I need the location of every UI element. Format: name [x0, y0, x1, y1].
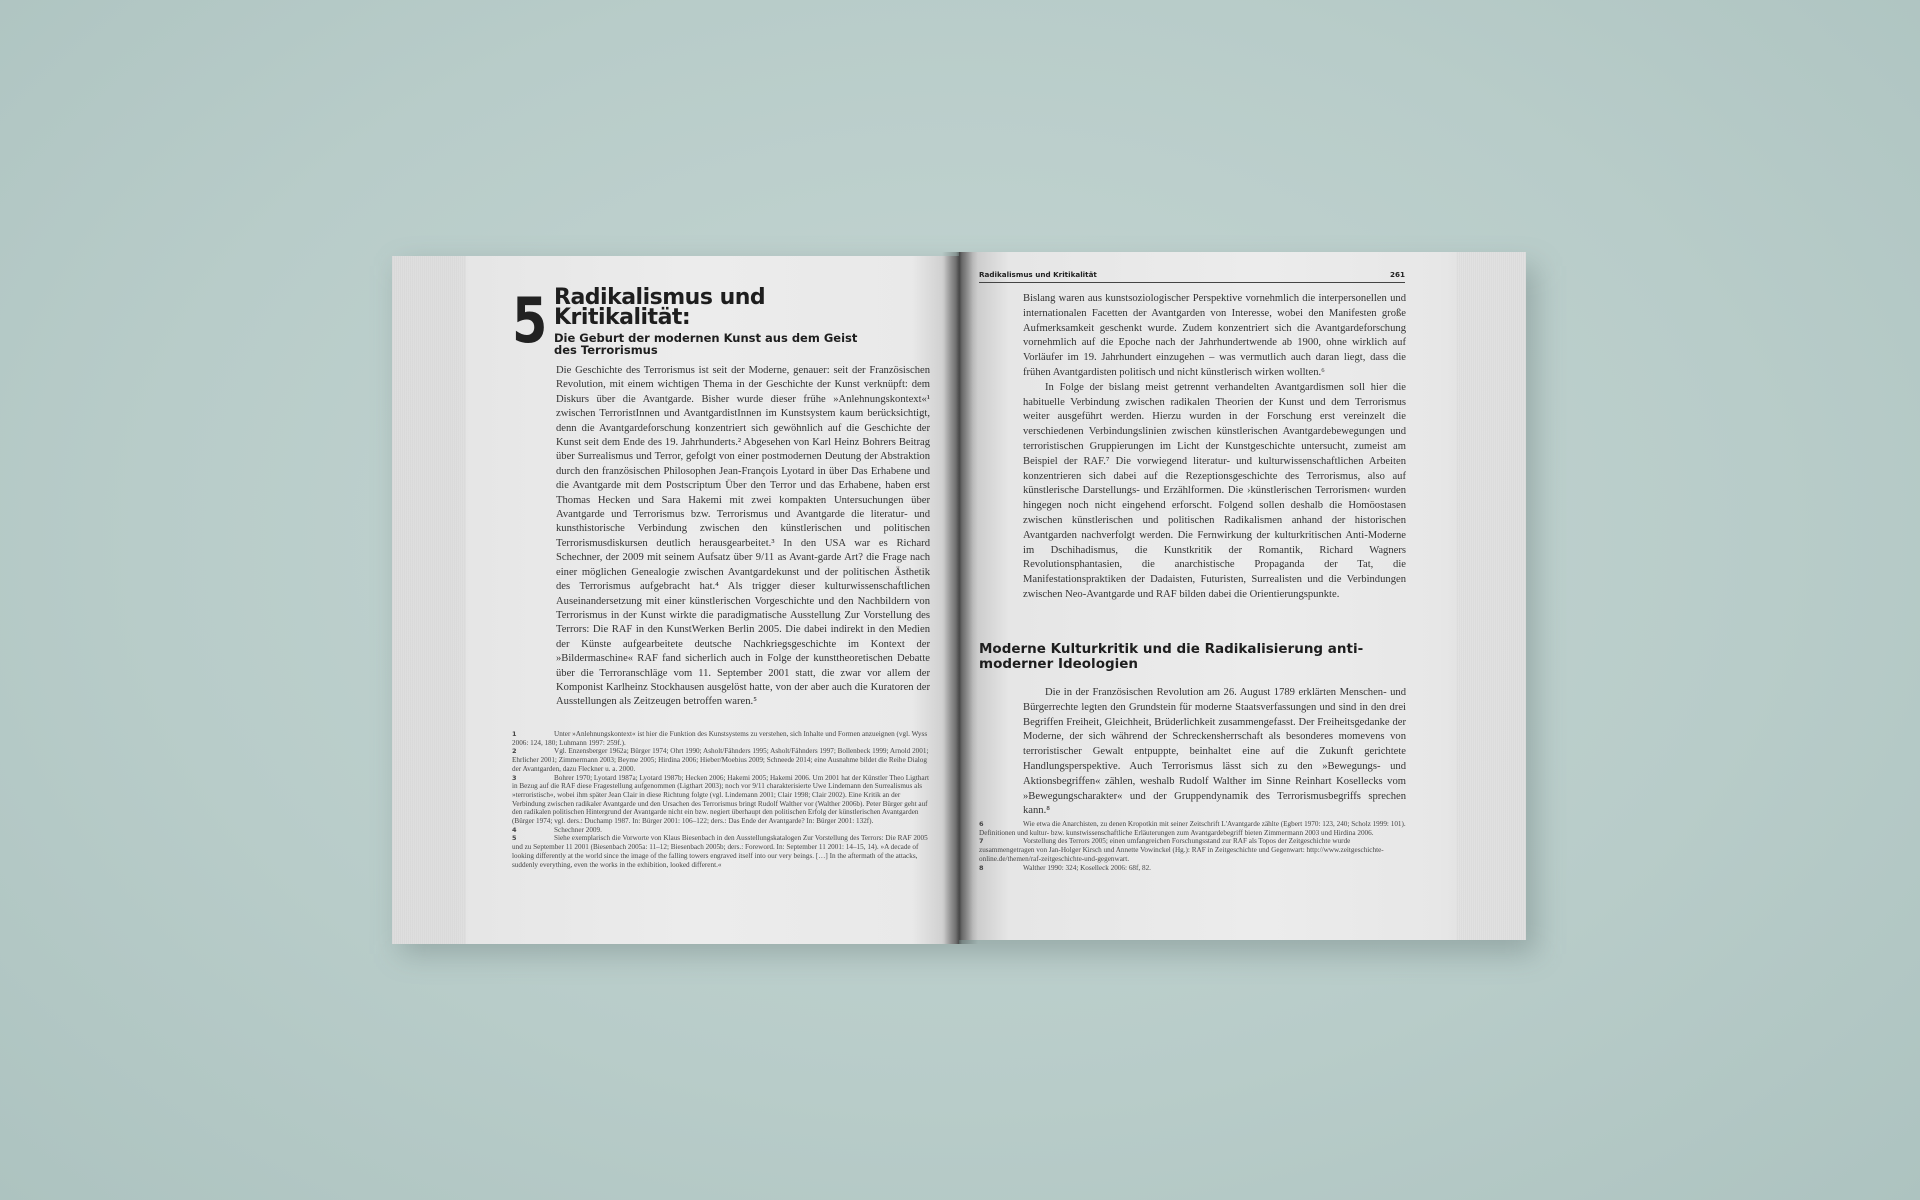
- open-book: [392, 252, 1526, 940]
- chapter-title: Radikalismus und Kritikalität:: [554, 285, 766, 330]
- paragraph: In Folge der bislang meist getrennt verhandelten Avantgardismen soll hier die habituelle Verbindung zwischen radikalen Theorien der Kunst und dem Terrorismus weiter ausgeführt werden. Hierzu wurden in der Forschung erst vereinzelt die verschiedenen Verbindungslinien zwischen künstlerischen Avantgardebewegungen und terroristischen Gruppierungen im Licht der Kunstgeschichte untersucht, zumeist am Beispiel der RAF.⁷ Die vorwiegend literatur- und kulturwissenschaftlichen Arbeiten konzentrieren sich dabei auf die Rezeptionsgeschichte des Terrorismus, also auf künstlerische Darstellungs- und Erzählformen. Die ›künstlerischen Terrorismen‹ wurden hingegen noch nicht eingehend erforscht. Folgend sollen deshalb die Homöostasen zwischen künstlerischen und politischen Radikalismen anhand der historischen Avantgarden nachverfolgt werden. Die Fernwirkung der kulturkritischen Anti-Moderne im Dschihadismus, die Kunstkritik der Romantik, Richard Wagners Revolutionsphantasien, die anarchistische Propaganda der Tat, die Manifestationspraktiken der Dadaisten, Futuristen, Surrealisten und die Verbindungen zwischen Neo-Avantgarde und RAF bilden dabei die Orientierungspunkte.: [1023, 381, 1406, 600]
- paragraph: Bislang waren aus kunstsoziologischer Perspektive vornehmlich die interpersonellen und internationalen Facetten der Avantgarden von Interesse, wobei den Manifesten große Aufmerksamkeit geschenkt wurde. Zudem konzentriert sich die Avantgardeforschung vornehmlich auf die Epoche nach der Jahrhundertwende ab 1900, ohne wirklich auf Vorläufer im 19. Jahrhundert einzugehen – was vermutlich auch daran liegt, dass die frühen Avantgardisten politisch und nicht künstlerisch wirken wollten.⁶: [1023, 293, 1406, 378]
- right-footnotes: [979, 820, 1407, 872]
- footnote: 3 Bohrer 1970; Lyotard 1987a; Lyotard 1987b; Hecken 2006; Hakemi 2005; Hakemi 2006. Um 2001 hat der Künstler Theo Ligthart in Bezug auf die RAF diese Fragestellung aufgenommen (Ligthart 2003); noch vor 9/11 charakterisierte Uwe Lindemann den Surrealismus als »terroristisch«, wobei ihm später Jean Clair in diese Richtung folgte (vgl. Lindemann 2001; Clair 1998; Clair 2002). Eine Kritik an der Verbindung zwischen radikaler Avantgarde und den Ursachen des Terrorismus bringt Rudolf Walther vor (Walther 2006b). Peter Bürger geht auf den radikalen politischen Hintergrund der Avantgarde nicht ein bzw. negiert überhaupt den politischen Erfolg der künstlerischen Avantgarden (Bürger 1974; vgl. ders.: Duchamp 1987. In: Bürger 2001: 106–122; ders.: Das Ende der Avantgarde? In: Bürger 2001: 132f).: [512, 773, 929, 826]
- book-gutter: [942, 252, 978, 944]
- running-head: [979, 272, 1405, 283]
- left-page: [392, 256, 959, 944]
- footnote: 1 Unter »Anlehnungskontext« ist hier die Funktion des Kunstsystems zu verstehen, sich Inhalte und Formen anzueignen (vgl. Wyss 2006: 124, 180; Luhmann 1997: 259f.).: [512, 730, 928, 747]
- left-body-text: [556, 364, 930, 710]
- section-body-text: Die in der Französischen Revolution am 26. August 1789 erklärten Menschen- und Bürgerrechte legten den Grundstein für moderne Staatsverfassungen und sind in den drei Begriffen Freiheit, Gleichheit, Brüderlichkeit zusammengefasst. Der Freiheitsgedanke der Moderne, der sich während der Schreckensherrschaft als besonderes momevens von terroristischer Gewalt entpuppte, beinhaltet eine auf die Zukunft gerichtete Handlungsperspektive. Auch Terrorismus lässt sich zu den »Bewegungs- und Aktionsbegriffen« zählen, weshalb Rudolf Walther im Sinne Reinhart Kosellecks vom »Bewegungscharakter« und der Gruppendynamik des Terrorismusbegriffs sprechen kann.⁸: [1023, 687, 1406, 817]
- footnote: 6 Wie etwa die Anarchisten, zu denen Kropotkin mit seiner Zeitschrift L'Avantgarde zählte (Egbert 1970: 123, 240; Scholz 1999: 101). Definitionen und kultur- bzw. kunstwissenschaftliche Erläuterungen zum Avantgardebegriff bieten Zimmermann 2003 und Hirdina 2006.: [979, 820, 1406, 837]
- footnote: 4 Schechner 2009.: [512, 825, 602, 834]
- footnote: 8 Walther 1990: 324; Koselleck 2006: 68f, 82.: [979, 863, 1151, 872]
- page-number: 261: [1389, 270, 1405, 279]
- right-page: [959, 252, 1526, 940]
- chapter-subtitle: Die Geburt der modernen Kunst aus dem Geist des Terrorismus: [554, 331, 858, 357]
- running-head-title: Radikalismus und Kritikalität: [979, 270, 1097, 279]
- chapter-number: 5: [512, 284, 546, 357]
- right-body-text: [1023, 292, 1406, 603]
- left-footnotes: [512, 730, 930, 869]
- footnote: 2 Vgl. Enzensberger 1962a; Bürger 1974; Ohrt 1990; Asholt/Fähnders 1995; Asholt/Fähnders 1997; Bollenbeck 1999; Arnold 2001; Ehrlicher 2001; Zimmermann 2003; Beyme 2005; Hirdina 2006; Hieber/Moebius 2009; Schneede 2014; eine Ausnahme bildet die Reihe Dialog der Avantgarden, dazu Fleckner u. a. 2000.: [512, 747, 929, 773]
- paragraph: Die Geschichte des Terrorismus ist seit der Moderne, genauer: seit der Französischen Revolution, mit einem wichtigen Thema in der Geschichte der Kunst verknüpft: dem Diskurs über die Avantgarde. Bisher wurde dieser frühe »Anlehnungskontext«¹ zwischen TerroristInnen und AvantgardistInnen im Kunstsystem kaum berücksichtigt, denn die Avantgardeforschung konzentriert sich gewöhnlich auf die Geschichte der Kunst seit dem Ende des 19. Jahrhunderts.² Abgesehen von Karl Heinz Bohrers Beitrag über Surrealismus und Terror, gefolgt von einer postmodernen Deutung der Abstraktion durch den französischen Philosophen Jean-François Lyotard in über Das Erhabene und die Avantgarde mit dem Postscriptum Über den Terror und das Erhabene, haben erst Thomas Hecken und Sara Hakemi mit zwei kompakten Untersuchungen über Avantgarde und Terrorismus bzw. Terrorismus und Avantgarde die literatur- und kunsthistorische Verbindung zwischen den künstlerischen und politischen Terrorismusdiskursen deutlich herausgearbeitet.³ In den USA war es Richard Schechner, der 2009 mit seinem Aufsatz über 9/11 as Avant-garde Art? die Frage nach einer möglichen Genealogie zwischen Avantgardekunst und der politischen Ästhetik des Terrorismus aufgebracht hat.⁴ Als trigger dieser kulturwissenschaftlichen Auseinandersetzung mit einer künstlerischen Vorgeschichte und den Nachbildern von Terrorismus in der Kunst wirkte die paradigmatische Ausstellung Zur Vorstellung des Terrors: Die RAF in den KunstWerken Berlin 2005. Die dabei indirekt in den Medien der Künste aufgearbeitete deutsche Nachkriegsgeschichte im Kontext der »Bildermaschine« RAF fand sicherlich auch in Folge der kunsttheoretischen Debatte über die Terroranschläge vom 11. September 2001 statt, die zwar vor allem der Komponist Karlheinz Stockhausen ausgelöst hatte, von der aber auch die Kuratoren der Ausstellungen als Zeitzeugen betroffen waren.⁵: [556, 365, 930, 708]
- page-edges-right: [1456, 252, 1526, 940]
- section-heading: Moderne Kulturkritik und die Radikalisierung anti-moderner Ideologien: [979, 641, 1364, 672]
- footnote: 5 Siehe exemplarisch die Vorworte von Klaus Biesenbach in den Ausstellungskatalogen Zur Vorstellung des Terrors: Die RAF 2005 und zu September 11 2001 (Biesenbach 2005a: 11–12; Biesenbach 2005b; ders.: Foreword. In: September 11 2001: 14–15, 14). »A decade of looking differently at the world since the image of the falling towers engraved itself into our very beings. […] In the aftermath of the attacks, suddenly everything, even the works in the exhibition, looked different.«: [512, 834, 928, 869]
- footnote: 7 Vorstellung des Terrors 2005; einen umfangreichen Forschungsstand zur RAF als Topos der Zeitgeschichte wurde zusammengetragen von Jan-Holger Kirsch und Annette Vowinckel (Hg.): RAF in Zeitgeschichte und Gegenwart: http://www.zeitgeschichte-online.de/themen/raf-zeitgeschichte-und-gegenwart.: [979, 837, 1384, 863]
- page-edges-left: [392, 256, 466, 944]
